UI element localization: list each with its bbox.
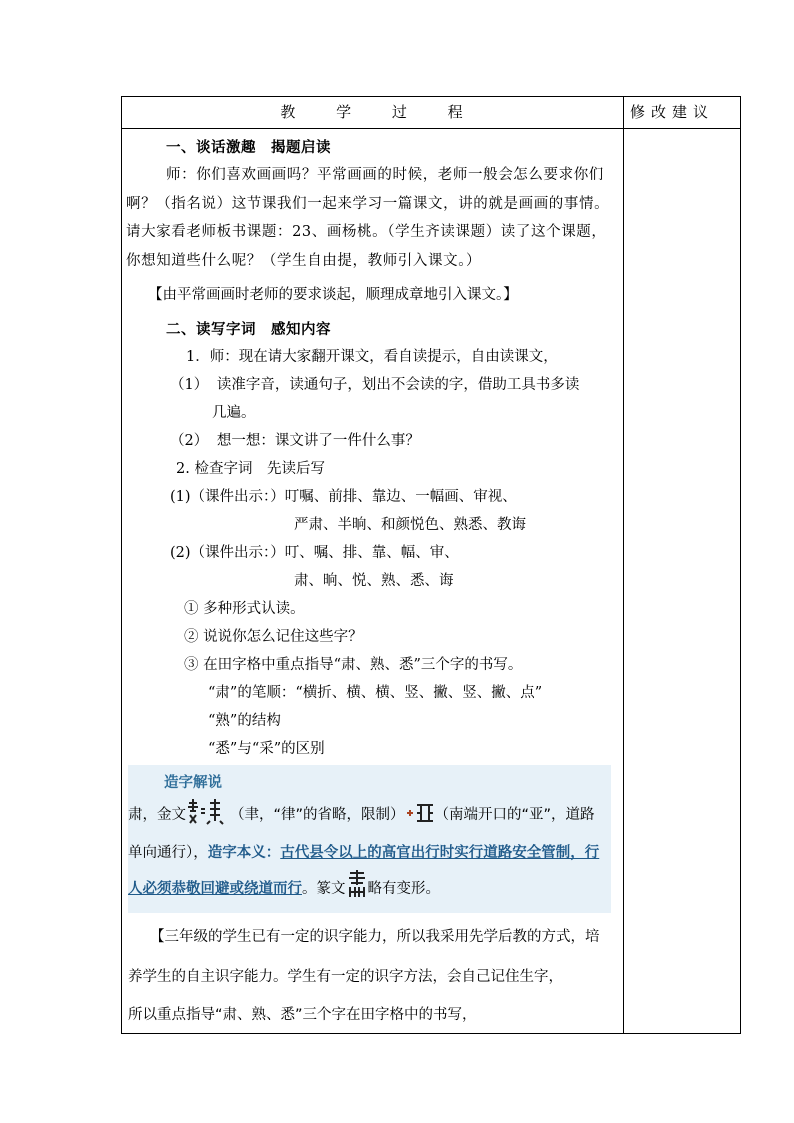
step1-text: 1．师：现在请大家翻开课文，看自读提示，自由读课文， xyxy=(186,349,558,365)
sub1-number: （1） xyxy=(170,377,209,393)
sub1-continued: 几遍。 xyxy=(212,405,256,421)
sub1-text: 读准字音，读通句子，划出不会读的字，借助工具书多读 xyxy=(216,377,580,393)
words1-line-b: 严肃、半晌、和颜悦色、熟悉、教诲 xyxy=(294,517,526,533)
sub2-text: 想一想：课文讲了一件什么事？ xyxy=(216,433,420,449)
words1-line-a: (1)（课件出示：）叮嘱、前排、靠边、一幅画、审视、 xyxy=(170,489,517,505)
words2-line-b: 肃、晌、悦、熟、悉、诲 xyxy=(294,573,454,589)
sub1-line xyxy=(170,371,613,399)
teaching-process-header: 教 学 过 程 xyxy=(122,97,624,129)
closing-paragraph: 【三年级的学生已有一定的识字能力，所以我采用先学后教的方式，培养学生的自主识字能力。学生有一定的识字方法，会自己记住生字， xyxy=(128,929,600,985)
item3-text: ③ 在田字格中重点指导“肃、熟、悉”三个字的书写。 xyxy=(184,657,523,673)
item2-text: ② 说说你怎么记住这些字？ xyxy=(184,629,363,645)
words2-line-a: (2)（课件出示：）叮、嘱、排、靠、幅、审、 xyxy=(170,545,459,561)
meaning-text: 古代县令以上的高官出行时实行道路安全管制，行人必须恭敬回避或绕道而行 xyxy=(128,845,600,897)
ya-glyph xyxy=(405,801,435,837)
difference-text: “悉”与“采”的区别 xyxy=(208,741,325,757)
sub2-line xyxy=(170,427,613,455)
character-explanation-box xyxy=(128,765,611,913)
section1-heading: 一、谈话激趣 揭题启读 xyxy=(166,139,331,156)
teaching-process-cell xyxy=(122,129,624,1034)
explanation-text-1: ，金文 xyxy=(142,807,186,823)
meaning-label: 造字本义： xyxy=(207,845,281,861)
explanation-title: 造字解说 xyxy=(164,775,222,791)
explanation-text-4: 。篆文 xyxy=(302,881,346,897)
bronze-script-glyph xyxy=(186,797,230,837)
revision-suggestion-header: 修改建议 xyxy=(624,97,741,129)
explained-character: 肃 xyxy=(128,807,143,823)
revision-suggestion-cell xyxy=(624,129,741,1034)
sub2-number: （2） xyxy=(170,433,209,449)
section1-paragraph: 师：你们喜欢画画吗？平常画画的时候，老师一般会怎么要求你们啊？（指名说）这节课我们一起来学习一篇课文，讲的就是画画的事情。请大家看老师板书课题：23、画杨桃。（学生齐读课题）读了这个课题，你想知道些什么呢？（学生自由提，教师引入课文。） xyxy=(126,167,610,269)
lesson-plan-table xyxy=(121,96,741,1034)
section1-note: 【由平常画画时老师的要求谈起，顺理成章地引入课文。】 xyxy=(148,287,518,303)
item1-text: ① 多种形式认读。 xyxy=(184,601,305,617)
stroke-order-text: “肃”的笔顺：“横折、横、横、竖、撇、竖、撇、点” xyxy=(208,685,543,701)
seal-script-glyph xyxy=(346,869,368,911)
step2-text: 2. 检查字词 先读后写 xyxy=(176,461,325,477)
structure-text: “熟”的结构 xyxy=(208,713,281,729)
closing-last-line: 所以重点指导“肃、熟、悉”三个字在田字格中的书写， xyxy=(128,1007,477,1023)
explanation-paragraph xyxy=(128,797,603,911)
explanation-text-3: （南端开口的“亚”，道路单向通行）， xyxy=(128,807,595,861)
explanation-text-2: （聿，“律”的省略，限制） xyxy=(230,807,405,823)
section2-heading: 二、读写字词 感知内容 xyxy=(166,321,331,338)
explanation-text-5: 略有变形。 xyxy=(367,881,440,897)
